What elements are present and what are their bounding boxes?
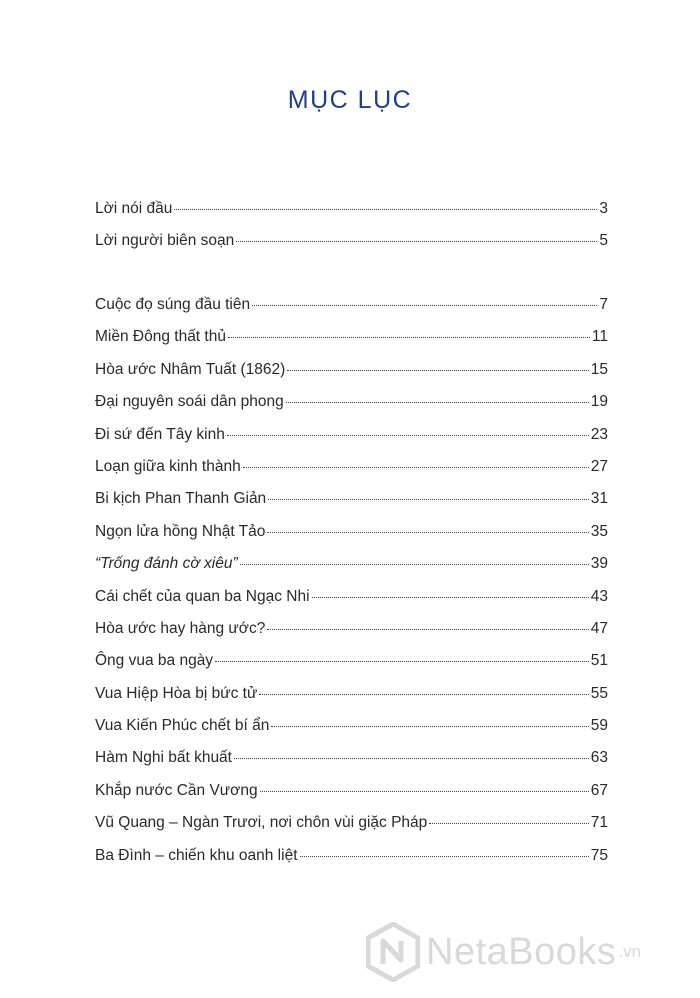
toc-entry — [95, 490, 608, 522]
toc-leader-dots — [268, 499, 589, 500]
toc-entry-page: 39 — [590, 555, 608, 573]
toc-entry-title: Đi sứ đến Tây kinh — [95, 425, 225, 443]
toc-leader-dots — [300, 856, 589, 857]
toc-entry-title: Miền Đông thất thủ — [95, 328, 226, 346]
toc-leader-dots — [227, 435, 589, 436]
toc-entry-title: Khắp nước Cần Vương — [95, 781, 258, 799]
page-title: MỤC LỤC — [287, 86, 413, 114]
toc-entry-title: Lời nói đầu — [95, 200, 173, 217]
toc-entry-title: Vũ Quang – Ngàn Trươi, nơi chôn vùi giặc Pháp — [95, 814, 428, 832]
watermark-suffix: .vn — [618, 942, 642, 961]
toc-entry-title: Loạn giữa kinh thành — [95, 457, 241, 475]
toc-leader-dots — [243, 467, 589, 468]
toc-entry-title: Ngọn lửa hồng Nhật Tảo — [95, 522, 266, 540]
toc-entry — [95, 588, 608, 620]
toc-entry-page: 55 — [590, 684, 608, 702]
watermark-logo — [366, 922, 641, 982]
toc-leader-dots — [259, 694, 588, 695]
toc-entry — [95, 847, 608, 879]
toc-entry — [95, 232, 608, 264]
toc-entry — [95, 523, 608, 555]
toc-entry-title: Ông vua ba ngày — [95, 652, 214, 670]
toc-leader-dots — [429, 823, 588, 824]
toc-entry — [95, 361, 608, 393]
toc-entry-page: 23 — [590, 425, 608, 443]
toc-entry-page: 43 — [590, 587, 608, 605]
toc-leader-dots — [267, 532, 588, 533]
toc-leader-dots — [228, 337, 590, 338]
toc-entry-title: Hòa ước Nhâm Tuất (1862) — [95, 360, 286, 378]
toc-leader-dots — [312, 597, 589, 598]
toc-leader-dots — [271, 726, 588, 727]
toc-entry-page: 67 — [590, 781, 608, 799]
toc-entry-title: Hòa ước hay hàng ước? — [95, 619, 266, 637]
toc-entry — [95, 458, 608, 490]
toc-entry — [95, 296, 608, 328]
toc-entry — [95, 782, 608, 814]
toc-chapters — [95, 296, 608, 879]
toc-entry-page: 51 — [590, 652, 608, 670]
toc-entry — [95, 685, 608, 717]
toc-leader-dots — [174, 209, 597, 210]
toc-entry — [95, 555, 608, 587]
toc-entry — [95, 652, 608, 684]
toc-leader-dots — [240, 564, 589, 565]
netabooks-logo-icon — [366, 922, 420, 982]
toc-entry-title: Bi kịch Phan Thanh Giản — [95, 490, 267, 508]
toc-entry-page: 3 — [599, 200, 608, 217]
toc-entry — [95, 717, 608, 749]
toc-leader-dots — [236, 241, 597, 242]
toc-entry — [95, 426, 608, 458]
watermark-brand: NetaBooks — [426, 930, 617, 973]
toc-entry-title: Cái chết của quan ba Ngạc Nhi — [95, 587, 310, 605]
toc-entry-title: Đại nguyên soái dân phong — [95, 393, 284, 411]
toc-leader-dots — [234, 758, 589, 759]
toc-leader-dots — [267, 629, 588, 630]
toc-entry-page: 35 — [590, 522, 608, 540]
toc-entry-page: 27 — [590, 457, 608, 475]
toc-entry-page: 19 — [590, 393, 608, 411]
toc-entry-page: 5 — [599, 232, 608, 250]
toc-entry — [95, 200, 608, 232]
toc-leader-dots — [286, 402, 589, 403]
toc-entry-page: 31 — [590, 490, 608, 508]
toc-leader-dots — [287, 370, 588, 371]
toc-entry-page: 71 — [590, 814, 608, 832]
toc-entry-page: 15 — [590, 360, 608, 378]
toc-entry-title: Lời người biên soạn — [95, 232, 235, 250]
toc-entry-page: 59 — [590, 717, 608, 735]
toc-entry-page: 63 — [590, 749, 608, 767]
toc-entry-title: Vua Kiến Phúc chết bí ẩn — [95, 717, 270, 735]
toc-leader-dots — [260, 791, 589, 792]
toc-entry — [95, 814, 608, 846]
toc-front-matter — [95, 200, 608, 265]
toc-entry-page: 75 — [590, 846, 608, 864]
toc-entry — [95, 620, 608, 652]
toc-entry — [95, 749, 608, 781]
toc-entry-page: 7 — [599, 296, 608, 313]
toc-leader-dots — [215, 661, 589, 662]
toc-entry-title: Hàm Nghi bất khuất — [95, 749, 232, 767]
toc-entry — [95, 328, 608, 360]
toc-entry-title: Vua Hiệp Hòa bị bức tử — [95, 684, 258, 702]
toc-entry — [95, 393, 608, 425]
toc-entry-title: “Trống đánh cờ xiêu” — [95, 555, 238, 573]
toc-leader-dots — [252, 305, 597, 306]
toc-entry-title: Cuộc đọ súng đầu tiên — [95, 296, 251, 313]
toc-entry-page: 11 — [591, 328, 608, 346]
toc-entry-page: 47 — [590, 619, 608, 637]
toc-entry-title: Ba Đình – chiến khu oanh liệt — [95, 846, 298, 864]
